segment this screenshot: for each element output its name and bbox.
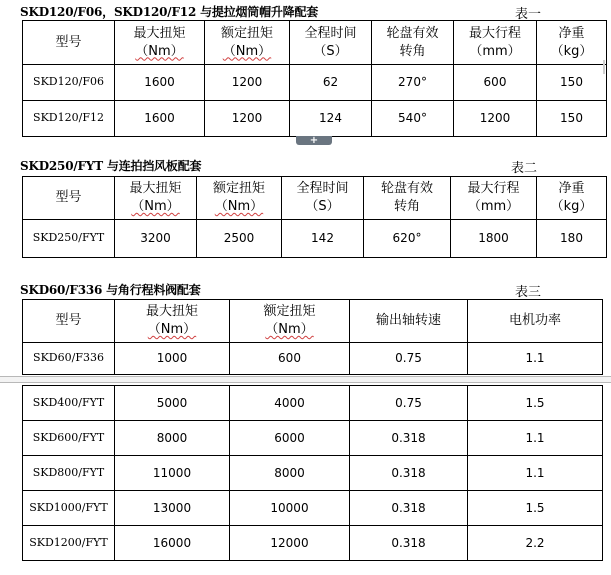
header-cell <box>205 21 290 65</box>
header-line2: （kg） <box>550 199 593 214</box>
value-cell: 0.318 <box>350 456 468 491</box>
header-cell <box>537 177 607 220</box>
value-cell: 620° <box>364 220 451 258</box>
header-line1: 全程时间 <box>304 25 357 41</box>
value-cell: 1.1 <box>468 343 603 375</box>
header-cell <box>454 21 537 65</box>
header-cell <box>23 177 115 220</box>
value-cell: 1200 <box>205 65 290 101</box>
table-row <box>23 526 603 561</box>
model-cell: SKD800/FYT <box>23 456 115 491</box>
header-line2: （Nm） <box>222 43 272 59</box>
value-cell: 0.75 <box>350 343 468 375</box>
value-cell: 6000 <box>230 421 350 456</box>
header-line2: （mm） <box>467 199 520 214</box>
table-row <box>23 386 603 421</box>
header-line1: 额定扭矩 <box>263 304 316 320</box>
table2 <box>22 176 607 258</box>
value-cell: 8000 <box>230 456 350 491</box>
value-cell: 8000 <box>115 421 230 456</box>
header-line2: （Nm） <box>265 322 314 337</box>
header-cell <box>197 177 282 220</box>
right-edge-mark <box>603 60 605 74</box>
header-cell <box>115 177 197 220</box>
header-line1: 轮盘有效 <box>380 181 433 197</box>
header-cell <box>451 177 537 220</box>
header-line2: （mm） <box>469 43 521 59</box>
header-line2: （kg） <box>550 43 593 59</box>
value-cell: 12000 <box>230 526 350 561</box>
table-row <box>23 421 603 456</box>
value-cell: 1.5 <box>468 491 603 526</box>
table3-title: SKD60/F336 与角行程料阀配套 <box>20 283 201 297</box>
header-cell <box>115 300 230 343</box>
header-cell <box>23 300 115 343</box>
model-cell: SKD600/FYT <box>23 421 115 456</box>
header-cell <box>230 300 350 343</box>
value-cell: 0.318 <box>350 491 468 526</box>
value-cell: 2500 <box>197 220 282 258</box>
header-cell <box>364 177 451 220</box>
table-row <box>23 101 607 137</box>
value-cell: 124 <box>290 101 372 137</box>
header-line2: （Nm） <box>147 322 197 337</box>
model-cell: SKD1200/FYT <box>23 526 115 561</box>
value-cell: 180 <box>537 220 607 258</box>
header-line2: （Nm） <box>131 199 180 214</box>
model-cell: SKD250/FYT <box>23 220 115 258</box>
header-line1: 净重 <box>558 25 585 41</box>
model-cell: SKD60/F336 <box>23 343 115 375</box>
value-cell: 10000 <box>230 491 350 526</box>
value-cell: 1000 <box>115 343 230 375</box>
value-cell: 13000 <box>115 491 230 526</box>
header-cell <box>350 300 468 343</box>
model-cell: SKD120/F06 <box>23 65 115 101</box>
header-row <box>23 300 603 343</box>
header-line1: 轮盘有效 <box>386 25 439 41</box>
table3-label: 表三 <box>515 285 542 300</box>
value-cell: 150 <box>537 101 607 137</box>
value-cell: 5000 <box>115 386 230 421</box>
value-cell: 1600 <box>115 101 205 137</box>
header-row <box>23 21 607 65</box>
value-cell: 540° <box>372 101 454 137</box>
header-line1: 电机功率 <box>508 313 561 329</box>
value-cell: 600 <box>454 65 537 101</box>
table-move-handle[interactable]: + <box>296 136 332 145</box>
header-line1: 全程时间 <box>296 181 349 197</box>
header-line1: 额定扭矩 <box>220 25 273 41</box>
model-cell: SKD400/FYT <box>23 386 115 421</box>
header-line1: 型号 <box>55 34 82 50</box>
header-cell <box>23 21 115 65</box>
value-cell: 0.318 <box>350 421 468 456</box>
header-cell <box>372 21 454 65</box>
value-cell: 3200 <box>115 220 197 258</box>
value-cell: 0.318 <box>350 526 468 561</box>
model-cell: SKD120/F12 <box>23 101 115 137</box>
table-row <box>23 343 603 375</box>
model-cell: SKD1000/FYT <box>23 491 115 526</box>
header-line1: 最大扭矩 <box>145 304 198 320</box>
table2-label: 表二 <box>511 161 538 176</box>
table-row <box>23 491 603 526</box>
value-cell: 150 <box>537 65 607 101</box>
header-cell <box>468 300 603 343</box>
value-cell: 2.2 <box>468 526 603 561</box>
table2-title: SKD250/FYT 与连拍挡风板配套 <box>20 159 202 173</box>
value-cell: 1200 <box>205 101 290 137</box>
header-line1: 输出轴转速 <box>375 313 441 329</box>
value-cell: 11000 <box>115 456 230 491</box>
table-row <box>23 456 603 491</box>
header-line2: 转角 <box>399 43 426 59</box>
table-row <box>23 220 607 258</box>
table-row <box>23 65 607 101</box>
header-line1: 净重 <box>558 181 585 197</box>
header-line2: （S） <box>313 43 348 59</box>
value-cell: 1600 <box>115 65 205 101</box>
header-cell <box>290 21 372 65</box>
table3-bottom <box>22 385 603 561</box>
header-line2: （S） <box>305 199 340 214</box>
header-line2: 转角 <box>393 199 420 214</box>
header-cell <box>537 21 607 65</box>
table1-title: SKD120/F06，SKD120/F12 与提拉烟筒帽升降配套 <box>20 5 319 19</box>
header-line1: 最大行程 <box>468 25 521 41</box>
value-cell: 1800 <box>451 220 537 258</box>
table1 <box>22 20 607 137</box>
value-cell: 1200 <box>454 101 537 137</box>
value-cell: 16000 <box>115 526 230 561</box>
value-cell: 270° <box>372 65 454 101</box>
value-cell: 4000 <box>230 386 350 421</box>
header-line2: （Nm） <box>214 199 264 214</box>
value-cell: 0.75 <box>350 386 468 421</box>
header-line1: 额定扭矩 <box>212 181 265 197</box>
value-cell: 62 <box>290 65 372 101</box>
header-line1: 最大行程 <box>467 181 520 197</box>
header-line2: （Nm） <box>135 43 184 59</box>
value-cell: 1.1 <box>468 456 603 491</box>
header-cell <box>115 21 205 65</box>
header-line1: 型号 <box>55 313 82 329</box>
value-cell: 142 <box>282 220 364 258</box>
header-line1: 最大扭矩 <box>133 25 186 41</box>
header-line1: 最大扭矩 <box>129 181 182 197</box>
value-cell: 1.1 <box>468 421 603 456</box>
table1-label: 表一 <box>515 7 542 22</box>
header-cell <box>282 177 364 220</box>
value-cell: 600 <box>230 343 350 375</box>
header-line1: 型号 <box>55 190 82 206</box>
page-split-bar <box>0 376 611 383</box>
value-cell: 1.5 <box>468 386 603 421</box>
table3-top <box>22 299 603 375</box>
header-row <box>23 177 607 220</box>
